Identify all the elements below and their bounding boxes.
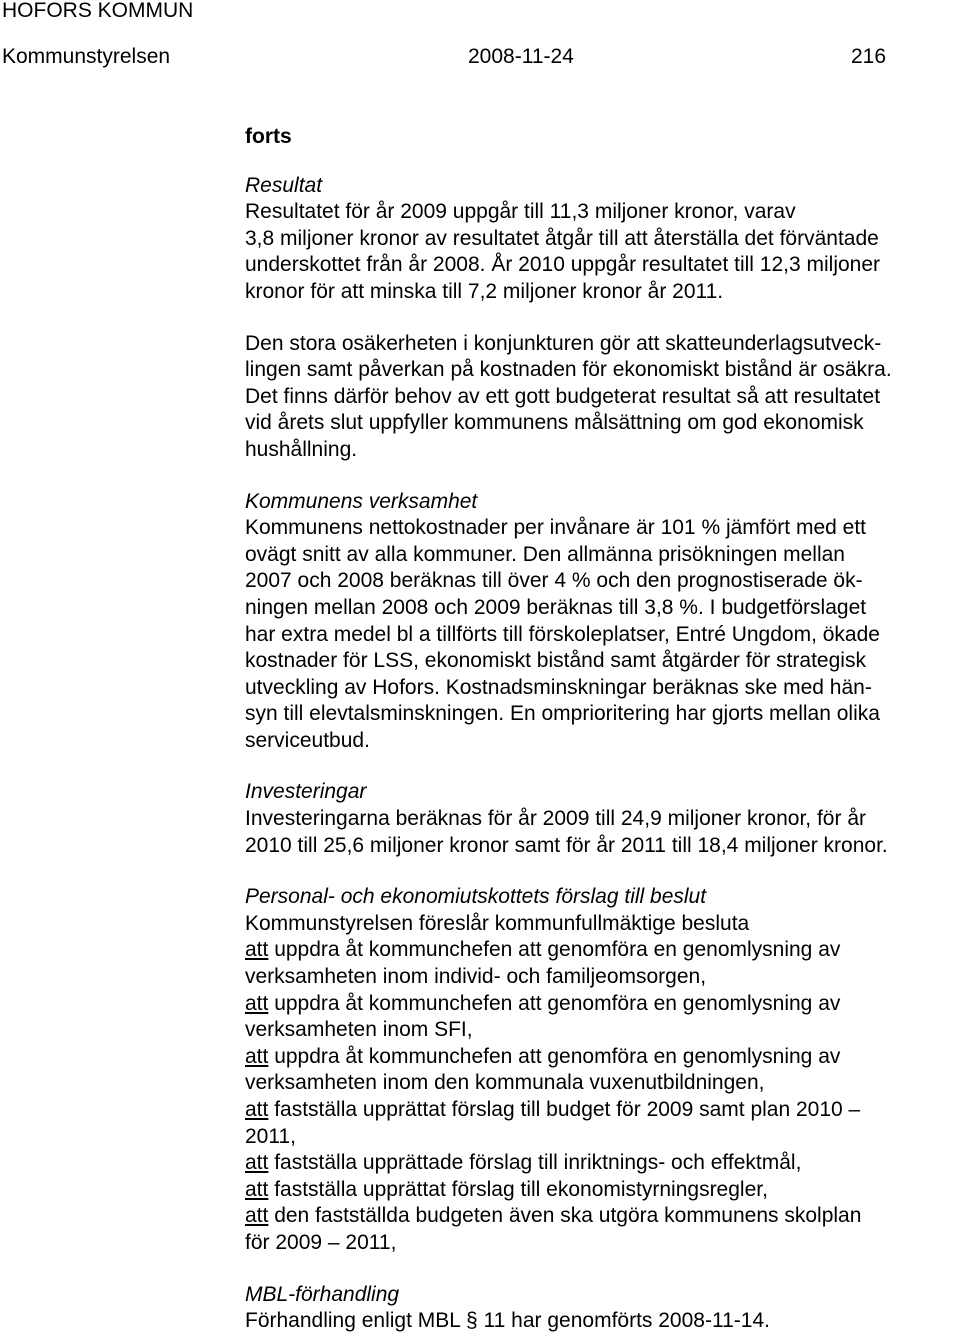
organization-name: HOFORS KOMMUN [2,0,194,22]
resultat-section [245,173,957,464]
text-line: underskottet från år 2008. År 2010 uppgår resultatet till 12,3 miljoner [245,253,881,277]
verksamhet-section [245,489,957,755]
text-line: kronor för att minska till 7,2 miljoner kronor år 2011. [245,279,724,303]
text-line: ovägt snitt av alla kommuner. Den allmänna prisökningen mellan [245,542,845,566]
text-line: Investeringarna beräknas för år 2009 till 24,9 miljoner kronor, för år [245,807,866,831]
text-line: Det finns därför behov av ett gott budgeterat resultat så att resultatet [245,384,881,408]
beslut-item [245,1150,957,1177]
paragraph-number: 216 [851,45,887,68]
document-body-name: Kommunstyrelsen [2,45,171,68]
beslut-item [245,1203,957,1256]
att-keyword: att [245,1177,269,1201]
beslut-text: fastställa upprättat förslag till ekonomistyrningsregler, [268,1177,768,1201]
forslag-intro: Kommunstyrelsen föreslår kommunfullmäktige besluta [245,911,750,935]
beslut-text-cont: verksamheten inom SFI, [245,1018,473,1042]
text-line: 2007 och 2008 beräknas till över 4 % och den prognostiserade ök- [245,569,863,593]
att-keyword: att [245,1044,269,1068]
att-keyword: att [245,1151,269,1175]
beslut-text: fastställa upprättat förslag till budget för 2009 samt plan 2010 – [268,1098,861,1121]
mbl-section [245,1282,957,1335]
beslut-item [245,1044,957,1097]
beslut-item [245,937,957,990]
mbl-heading: MBL-förhandling [245,1282,400,1306]
resultat-heading: Resultat [245,173,323,197]
text-line: Den stora osäkerheten i konjunkturen gör att skatteunderlagsutveck- [245,331,882,355]
text-line: ningen mellan 2008 och 2009 beräknas till 3,8 %. I budgetförslaget [245,595,867,619]
beslut-item [245,991,957,1044]
text-line: lingen samt påverkan på kostnaden för ekonomiskt bistånd är osäkra. [245,358,892,382]
beslut-text-cont: för 2009 – 2011, [245,1230,397,1254]
mbl-text [245,1308,957,1335]
text-line: kostnader för LSS, ekonomiskt bistånd samt åtgärder för strategisk [245,649,866,673]
beslut-text-cont: 2011, [245,1124,296,1148]
beslut-text: uppdra åt kommunchefen att genomföra en genomlysning av [268,991,841,1015]
beslut-text: den fastställda budgeten även ska utgöra kommunens skolplan [268,1204,862,1228]
beslut-text: uppdra åt kommunchefen att genomföra en genomlysning av [268,938,841,962]
beslut-text: uppdra åt kommunchefen att genomföra en genomlysning av [268,1044,841,1068]
forslag-heading: Personal- och ekonomiutskottets förslag till beslut [245,885,707,909]
mbl-text-before: Förhandling enligt MBL [245,1309,467,1333]
section-sign: § [466,1309,478,1333]
text-line: 3,8 miljoner kronor av resultatet åtgår till att återställa det förväntade [245,226,879,250]
forslag-section [245,884,957,1256]
text-line: syn till elevtalsminskningen. En omprioritering har gjorts mellan olika [245,702,880,726]
att-keyword: att [245,991,269,1015]
text-line: Resultatet för år 2009 uppgår till 11,3 miljoner kronor, varav [245,200,796,224]
text-line: 2010 till 25,6 miljoner kronor samt för år 2011 till 18,4 miljoner kronor. [245,833,888,857]
att-keyword: att [245,1204,269,1228]
text-line: hushållning. [245,437,358,461]
att-keyword: att [245,1098,269,1121]
text-line: har extra medel bl a tillförts till förskoleplatser, Entré Ungdom, ökade [245,622,880,646]
document-content [245,124,957,1335]
forts-label: forts [245,125,292,148]
beslut-item [245,1177,957,1204]
text-line: vid årets slut uppfyller kommunens målsättning om god ekonomisk [245,411,864,435]
text-line: Kommunens nettokostnader per invånare är 101 % jämfört med ett [245,516,866,540]
beslut-text-cont: verksamheten inom den kommunala vuxenutbildningen, [245,1071,765,1095]
mbl-text-after: 11 har genomförts 2008-11-14. [477,1309,770,1333]
verksamhet-heading: Kommunens verksamhet [245,489,478,513]
text-line: utveckling av Hofors. Kostnadsminskningar beräknas ske med hän- [245,675,872,699]
beslut-item [245,1097,957,1150]
investeringar-heading: Investeringar [245,780,367,804]
document-date: 2008-11-24 [468,45,574,68]
investeringar-section [245,779,957,859]
text-line: serviceutbud. [245,728,370,752]
beslut-text: fastställa upprättade förslag till inriktnings- och effektmål, [268,1151,802,1175]
beslut-text-cont: verksamheten inom individ- och familjeomsorgen, [245,965,707,989]
att-keyword: att [245,938,269,962]
